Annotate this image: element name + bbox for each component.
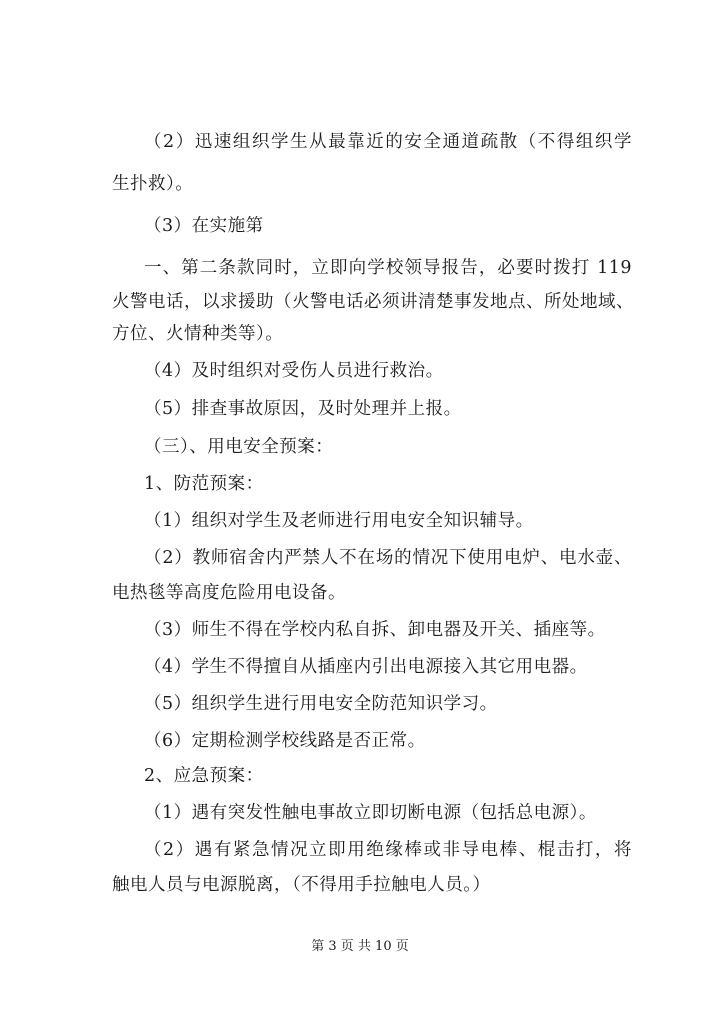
paragraph-line: （1）组织对学生及老师进行用电安全知识辅导。 <box>144 511 534 531</box>
paragraph-line: （5）排查事故原因，及时处理并上报。 <box>144 399 462 419</box>
subsection-heading: 2、应急预案： <box>144 766 264 786</box>
paragraph-line: 生扑救）。 <box>112 174 194 194</box>
paragraph-line: （5）组织学生进行用电安全防范知识学习。 <box>144 694 498 714</box>
paragraph-line: 电热毯等高度危险用电设备。 <box>112 583 346 603</box>
paragraph-line: 触电人员与电源脱离，（不得用手拉触电人员。） <box>112 875 491 895</box>
paragraph-line: （6）定期检测学校线路是否正常。 <box>144 731 426 751</box>
paragraph-line: （3）师生不得在学校内私自拆、卸电器及开关、插座等。 <box>144 620 606 640</box>
section-heading: （三）、用电安全预案： <box>144 437 334 457</box>
paragraph-line: （4）及时组织对受伤人员进行救治。 <box>144 361 444 381</box>
paragraph-line: （2）教师宿舍内严禁人不在场的情况下使用电炉、电水壶、 <box>144 548 632 568</box>
paragraph-line: （4）学生不得擅自从插座内引出电源接入其它用电器。 <box>144 657 588 677</box>
paragraph-line: 火警电话，以求援助（火警电话必须讲清楚事发地点、所处地域、 <box>112 292 634 312</box>
paragraph-line: （3）在实施第 <box>144 216 264 236</box>
page-number-footer: 第 3 页 共 10 页 <box>311 939 409 954</box>
paragraph-line: （2）遇有紧急情况立即用绝缘棒或非导电棒、棍击打，将 <box>144 840 632 860</box>
paragraph-line: 方位、火情种类等）。 <box>112 324 284 344</box>
paragraph-line: （1）遇有突发性触电事故立即切断电源（包括总电源）。 <box>144 803 597 823</box>
paragraph-line: 一、第二条款同时，立即向学校领导报告，必要时拨打 119 <box>144 258 632 278</box>
subsection-heading: 1、防范预案： <box>144 474 264 494</box>
paragraph-line: （2）迅速组织学生从最靠近的安全通道疏散（不得组织学 <box>144 132 632 152</box>
